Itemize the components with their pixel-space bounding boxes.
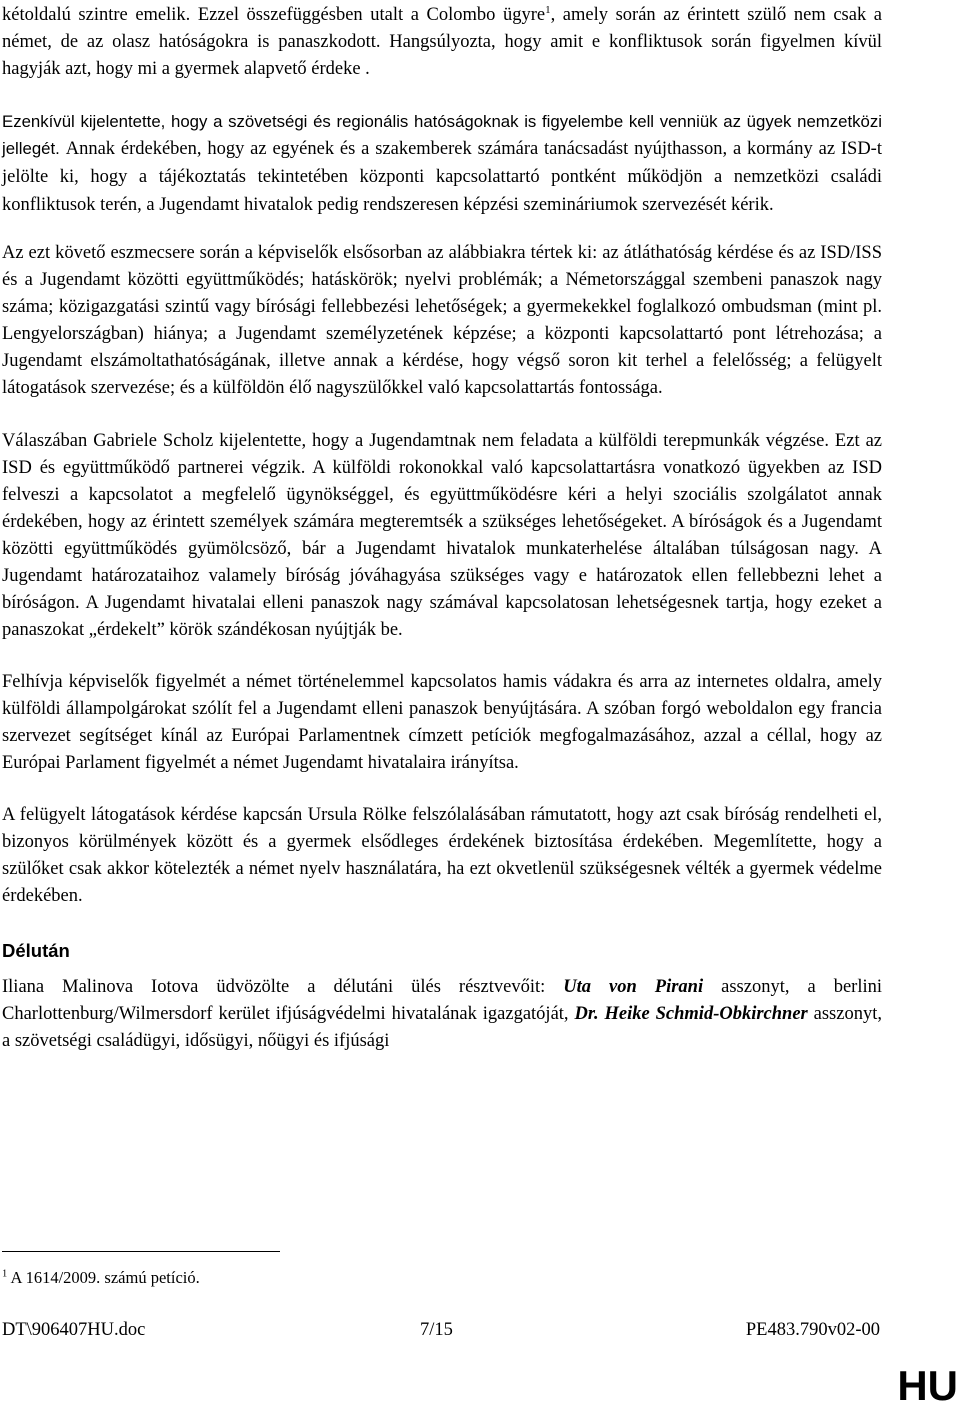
footnote-text: A 1614/2009. számú petíció. bbox=[7, 1268, 200, 1287]
paragraph-text: Iliana Malinova Iotova üdvözölte a délutáni ülés résztvevőit: bbox=[2, 977, 564, 997]
footnote-number: 1 bbox=[2, 1268, 8, 1280]
footnote-reference[interactable]: 1 bbox=[545, 3, 551, 16]
paragraph-exchange-of-views: Az ezt követő eszmecsere során a képviselők elsősorban az alábbiakra tértek ki: az átláthatóság kérdése és az ISD/ISS és a Jugendamt közötti együttműködés; hatáskörök; nyelvi problémák; a Németországgal szembeni panaszok nagy száma; közigazgatási szintű vagy bírósági fellebbezési lehetőségek; a gyermekekkel foglalkozó ombudsman (mint pl. Lengyelországban) hiánya; a Jugendamt személyzetének képzése; a központi kapcsolattartó pont létrehozása; a Jugendamt elszámoltathatóságának, illetve annak a kérdése, hogy végső soron kit terhel a felelősség; a felügyelt látogatások szervezése; és a külföldön élő nagyszülőkkel való kapcsolattartás fontossága. bbox=[2, 243, 882, 398]
paragraph-supervised-visits: A felügyelt látogatások kérdése kapcsán Ursula Rölke felszólalásában rámutatott, hogy azt csak bíróság rendelheti el, bizonyos körülmények között és a gyermek elsődleges érdekének biztosítása érdekében. Megemlítette, hogy a szülőket csak akkor kötelezték a német nyelv használatára, ha ezt okvetlenül szükségesnek vélték a gyermek védelme érdekében. bbox=[2, 805, 882, 906]
paragraph-text: asszonyt, a szövetségi családügyi, idősügyi, nőügyi és ifjúsági bbox=[2, 1004, 882, 1051]
speaker-name-schmid-obkirchner: Dr. Heike Schmid-Obkirchner bbox=[574, 1004, 808, 1024]
paragraph-text: Ezenkívül kijelentette, hogy a szövetségi és regionális hatóságoknak is figyelembe kell venniük az ügyek nemzetközi jellegét. bbox=[2, 112, 882, 158]
footnote-separator bbox=[2, 1251, 280, 1252]
section-heading-afternoon: Délután bbox=[2, 940, 70, 961]
paragraph-scholz-reply: Válaszában Gabriele Scholz kijelentette, hogy a Jugendamtnak nem feladata a külföldi terepmunkák végzése. Ezt az ISD és együttműködő partnerei végzik. A külföldi rokonokkal való kapcsolattartásra vonatkozó ügyekben az ISD felveszi a kapcsolatot a megfelelő ügynökséggel, és együttműködésre kéri a helyi szociális szolgálatot annak érdekében, hogy az érintett személyek számára megteremtsék a szükséges lehetőségeket. A bíróságok és a Jugendamt közötti együttműködés gyümölcsöző, bár a Jugendamt hivatalok munkaterhelése általában túlságosan nagy. A Jugendamt határozataihoz valamely bíróság jóváhagyása szükséges vagy e határozatok ellen fellebbezni lehet a bíróságon. A Jugendamt hivatalai elleni panaszok nagy számával kapcsolatosan lehetségesnek tartja, hogy ezeket a panaszokat „érdekelt” körök szándékosan nyújtják be. bbox=[2, 431, 882, 640]
footnote bbox=[2, 1266, 200, 1290]
language-badge: HU bbox=[897, 1362, 958, 1409]
footer-document-reference: DT\906407HU.doc bbox=[2, 1320, 146, 1340]
paragraph-colombo-case bbox=[2, 2, 882, 83]
footer-page-number: 7/15 bbox=[420, 1320, 453, 1340]
paragraph-international-nature bbox=[2, 108, 882, 219]
speaker-name-pirani: Uta von Pirani bbox=[563, 977, 704, 997]
paragraph-text: , amely során az érintett szülő nem csak a német, de az olasz hatóságokra is panaszkodott. Hangsúlyozta, hogy amit e konfliktusok során figyelmen kívül hagyják azt, hogy mi a gyermek alapvető érdeke . bbox=[2, 5, 882, 79]
paragraph-false-accusations: Felhívja képviselők figyelmét a német történelemmel kapcsolatos hamis vádakra és arra az internetes oldalra, amely külföldi állampolgárokat szólít fel a Jugendamt elleni panaszok benyújtására. A szóban forgó weboldalon egy francia szervezet segítséget kínál az Európai Parlamentnek címzett petíciók megfogalmazásához, azzal a céllal, hogy az Európai Parlament figyelmét a német Jugendamt hivatalaira irányítsa. bbox=[2, 672, 882, 773]
paragraph-text: kétoldalú szintre emelik. Ezzel összefüggésben utalt a Colombo ügyre bbox=[2, 5, 546, 25]
paragraph-text: asszonyt, a berlini Charlottenburg/Wilmersdorf kerület ifjúságvédelmi hivatalának igazgatóját, bbox=[2, 977, 883, 1024]
paragraph-afternoon-welcome bbox=[2, 974, 882, 1055]
footer-version: PE483.790v02-00 bbox=[745, 1320, 880, 1340]
paragraph-isd-contact-point: Annak érdekében, hogy az egyének és a szakemberek számára tanácsadást nyújthasson, a kormány az ISD-t jelölte ki, hogy a tájékoztatás tekintetében központi kapcsolattartó pontként működjön a nemzetközi családi konfliktusok terén, a Jugendamt hivatalok pedig rendszeresen képzési szemináriumok szervezését kérik. bbox=[2, 139, 882, 215]
page-footer bbox=[2, 1317, 880, 1343]
document-body bbox=[2, 2, 882, 1055]
